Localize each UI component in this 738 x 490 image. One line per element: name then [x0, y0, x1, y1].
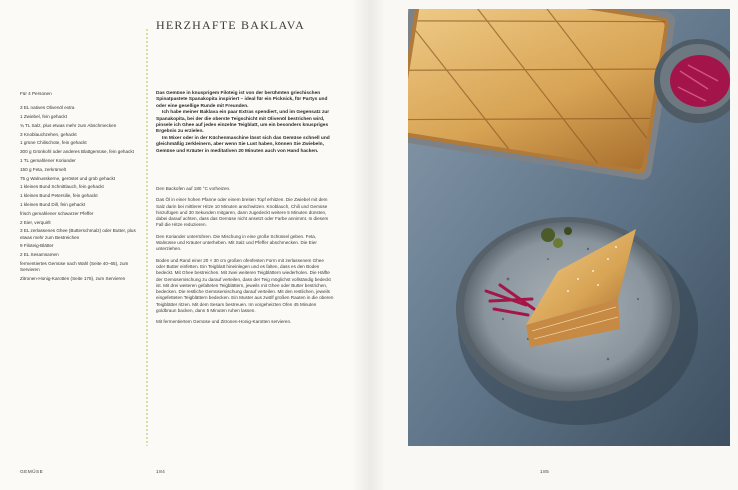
ingredient-list: [20, 91, 138, 285]
footer-page-number-right: 185: [540, 470, 550, 475]
ingredient-item: 9 Filoteig-Blätter: [20, 243, 54, 249]
ingredient-items: [20, 105, 138, 282]
ingredient-item: fermentiertes Gemüse nach Wahl (Seite 40–65), zum Servieren: [20, 260, 129, 273]
step-paragraph: Das Öl in einer hohen Pfanne oder einem breiten Topf erhitzen. Die Zwiebel mit dem Salz darin bei mittlerer Hitze 10 Minuten anschwitzen. Knoblauch, Chili und Gemüse hinzufügen und 30 Sekunden mitgaren, dann zugedeckt weitere 5 Minuten dünsten, dabei darauf achten, dass das Gemüse nicht ansetzt oder Farbe annimmt. In diesem Fall die Hitze reduzieren.: [156, 197, 329, 228]
ingredient-item: 1 TL gemahlener Koriander: [20, 157, 76, 163]
step-paragraph: Den Backofen auf 180 °C vorheizen.: [156, 186, 231, 191]
footer-page-number-left: 184: [156, 470, 166, 475]
ingredient-item: 2 EL Sesamsamen: [20, 252, 59, 258]
recipe-intro: [156, 91, 334, 155]
recipe-title: HERZHAFTE BAKLAVA: [156, 18, 305, 32]
ingredient-item: ¾ TL Salz, plus etwas mehr zum Abschmecken: [20, 122, 117, 128]
ingredient-item: 300 g Grünkohl oder anderes Blattgemüse, fein gehackt: [20, 149, 134, 155]
ingredient-item: 3 EL zerlassenes Ghee (Butterschmalz) oder Butter, plus etwas mehr zum Bestreichen: [20, 228, 136, 240]
dotted-divider: [146, 28, 148, 446]
step-paragraph: Boden und Rand einer 20 × 30 cm großen ofenfesten Form mit zerlassenem Ghee oder Butter einfetten. Ein Teigblatt hineinlegen und es falten, dass es den Boden bedeckt. Mit Ghee bestreichen. Mit zwei weiteren Teigblättern wiederholen. Die Hälfte der Gemüsemischung zu darauf verteilen, dass der Teig möglichst vollständig bedeckt ist. Mit drei weiteren gefalteten Teigblättern, jeweils mit Ghee oder Butter bestrichen, bedecken. Die restliche Gemüsemischung darauf verteilen. Mit den restlichen, jeweils eingefetteten Teigblättern bedecken. Ein Muster aus zwölf großen Rauten in die oberen Teigblätter ritzen. Mit dem Sesam bestreuen. Im vorgeheizten Ofen 45 Minuten goldbraun backen, dann 5 Minuten ruhen lassen.: [156, 257, 334, 314]
book-gutter: [352, 0, 386, 490]
intro-paragraph: Das Gemüse in knusprigem Filoteig ist von der berühmten griechischen Spinatpastete Spanakopita inspiriert – ideal für ein Picknick, für Partys und oder eine gesellige Runde mit Freunden.: [156, 91, 328, 109]
intro-paragraph: Im Mixer oder in der Küchenmaschine lässt sich das Gemüse schnell und gleichmäßig zerkleinern, aber wenn Sie Lust haben, können Sie Zwiebeln, Gemüse und Kräuter in meditativen 20 Minuten auch von Hand hacken.: [156, 135, 330, 154]
ingredient-item: 1 kleines Bund Dill, fein gehackt: [20, 201, 86, 207]
ingredient-item: 75 g Walnusskerne, geröstet und grob gehackt: [20, 175, 116, 181]
ingredient-item: Zitronen-Honig-Karotten (Seite 178), zum Servieren: [20, 275, 126, 281]
recipe-steps: [156, 186, 334, 331]
intro-paragraph: Ich habe meiner Baklava ein paar Extras spendiert, und im Gegensatz zur Spanakopita, bei der die oberste Teigschicht mit Olivenöl bestrichen wird, pinsele ich Ghee auf jedes einzelne Teigblatt, um ein besonders knuspriges Ergebnis zu erzielen.: [156, 110, 330, 135]
ingredient-item: frisch gemahlener schwarzer Pfeffer: [20, 210, 94, 216]
ingredient-item: 3 Knoblauchzehen, gehackt: [20, 131, 77, 137]
servings: Für 4 Personen: [20, 91, 52, 96]
ingredient-item: 1 kleines Bund Schnittlauch, fein gehackt: [20, 184, 104, 190]
step-paragraph: Mit fermentiertem Gemüse und Zitronen-Honig-Karotten servieren.: [156, 319, 292, 325]
ingredient-item: 2 Eier, verquirlt: [20, 219, 51, 225]
step-paragraph: Den Koriander unterrühren. Die Mischung in eine große Schüssel geben. Feta, Walnüsse und Kräuter unterheben. Mit Salz und Pfeffer abschmecken. Die Eier unterziehen.: [156, 233, 317, 252]
ingredient-item: 150 g Feta, zerkrümelt: [20, 166, 66, 172]
food-photo: [408, 9, 730, 446]
ingredient-item: 3 EL natives Olivenöl extra: [20, 105, 75, 111]
food-photo-illustration: [408, 9, 730, 446]
ingredient-item: 1 grüne Chilischote, fein gehackt: [20, 140, 87, 146]
footer-section: GEMÜSE: [20, 470, 44, 475]
ingredient-item: 1 kleines Bund Petersilie, fein gehackt: [20, 193, 98, 199]
ingredient-item: 1 Zwiebel, fein gehackt: [20, 114, 67, 119]
